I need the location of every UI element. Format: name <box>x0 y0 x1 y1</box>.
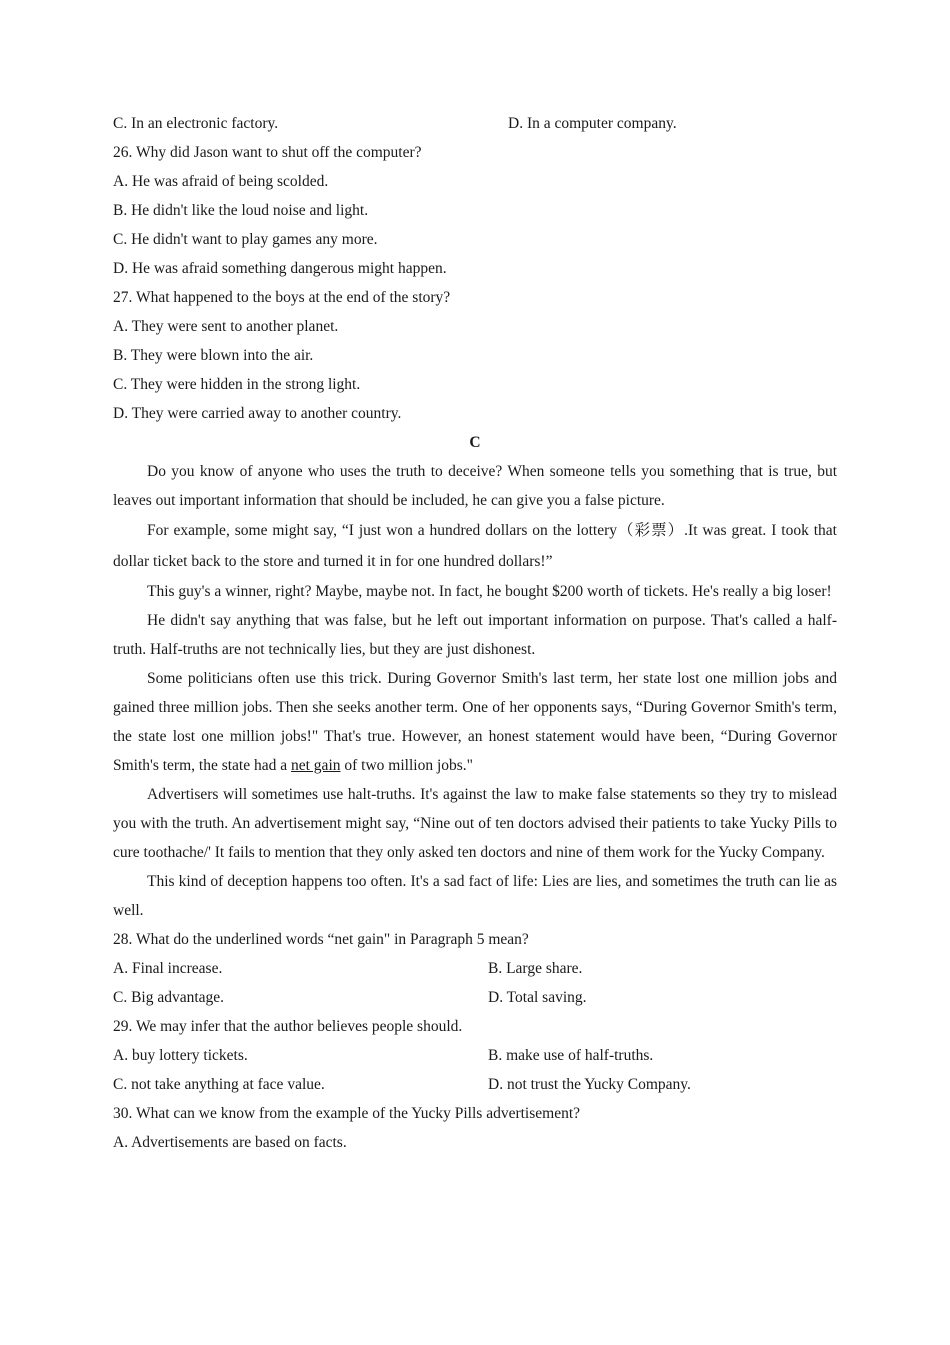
q25-option-c: C. In an electronic factory. <box>113 115 279 132</box>
p5-text-before: Some politicians often use this trick. During Governor Smith's last term, her state lost one million jobs and gained three million jobs. Then she seeks another term. One of her opponents says, “During Governor Smith's term, the state lost one million jobs!" That's true. However, an honest statement would have been, “During Governor Smith's term, the state had a <box>113 670 837 774</box>
q26-option-b: B. He didn't like the loud noise and light. <box>113 202 369 219</box>
passage-paragraph-7: This kind of deception happens too often. It's a sad fact of life: Lies are lies, and sometimes the truth can lie as well. <box>113 873 837 919</box>
q26-option-c: C. He didn't want to play games any more. <box>113 231 378 248</box>
q29-option-a: A. buy lottery tickets. <box>113 1047 248 1064</box>
q28-options-row-2 <box>113 983 837 1012</box>
underlined-net-gain: net gain <box>291 757 341 774</box>
q29-option-c: C. not take anything at face value. <box>113 1076 325 1093</box>
passage-paragraph-4: He didn't say anything that was false, but he left out important information on purpose. That's called a half-truth. Half-truths are not technically lies, but they are just dishonest. <box>113 612 837 658</box>
passage-paragraph-5 <box>113 664 837 780</box>
p5-text-after: of two million jobs." <box>340 757 473 774</box>
q27-option-c: C. They were hidden in the strong light. <box>113 376 361 393</box>
q26-question: 26. Why did Jason want to shut off the computer? <box>113 144 422 161</box>
q25-options-row <box>113 109 837 138</box>
q27-option-a: A. They were sent to another planet. <box>113 318 339 335</box>
q27-question: 27. What happened to the boys at the end of the story? <box>113 289 451 306</box>
q28-option-a: A. Final increase. <box>113 960 223 977</box>
q30-option-a: A. Advertisements are based on facts. <box>113 1134 347 1151</box>
q28-options-row-1 <box>113 954 837 983</box>
document-page <box>113 109 837 1157</box>
q28-option-d: D. Total saving. <box>488 989 587 1006</box>
q27-option-d: D. They were carried away to another country. <box>113 405 402 422</box>
q29-option-b: B. make use of half-truths. <box>488 1047 654 1064</box>
q26-option-d: D. He was afraid something dangerous might happen. <box>113 260 447 277</box>
q29-question: 29. We may infer that the author believes people should. <box>113 1018 463 1035</box>
q30-question: 30. What can we know from the example of the Yucky Pills advertisement? <box>113 1105 581 1122</box>
passage-paragraph-6: Advertisers will sometimes use halt-truths. It's against the law to make false statements so they try to mislead you with the truth. An advertisement might say, “Nine out of ten doctors advised their patients to take Yucky Pills to cure toothache/' It fails to mention that they only asked ten doctors and nine of them work for the Yucky Company. <box>113 786 837 861</box>
q29-option-d: D. not trust the Yucky Company. <box>488 1076 691 1093</box>
q28-option-b: B. Large share. <box>488 960 583 977</box>
q28-option-c: C. Big advantage. <box>113 989 225 1006</box>
q28-question: 28. What do the underlined words “net gain" in Paragraph 5 mean? <box>113 931 529 948</box>
q29-options-row-1 <box>113 1041 837 1070</box>
q25-option-d: D. In a computer company. <box>508 115 677 132</box>
passage-paragraph-2: For example, some might say, “I just won a hundred dollars on the lottery（彩票）.It was great. I took that dollar ticket back to the store and turned it in for one hundred dollars!” <box>113 522 837 570</box>
q27-option-b: B. They were blown into the air. <box>113 347 314 364</box>
q29-options-row-2 <box>113 1070 837 1099</box>
passage-paragraph-1: Do you know of anyone who uses the truth to deceive? When someone tells you something that is true, but leaves out important information that should be included, he can give you a false picture. <box>113 463 837 509</box>
passage-paragraph-3: This guy's a winner, right? Maybe, maybe not. In fact, he bought $200 worth of tickets. He's really a big loser! <box>147 583 832 600</box>
section-c-heading: C <box>469 434 481 451</box>
q26-option-a: A. He was afraid of being scolded. <box>113 173 329 190</box>
